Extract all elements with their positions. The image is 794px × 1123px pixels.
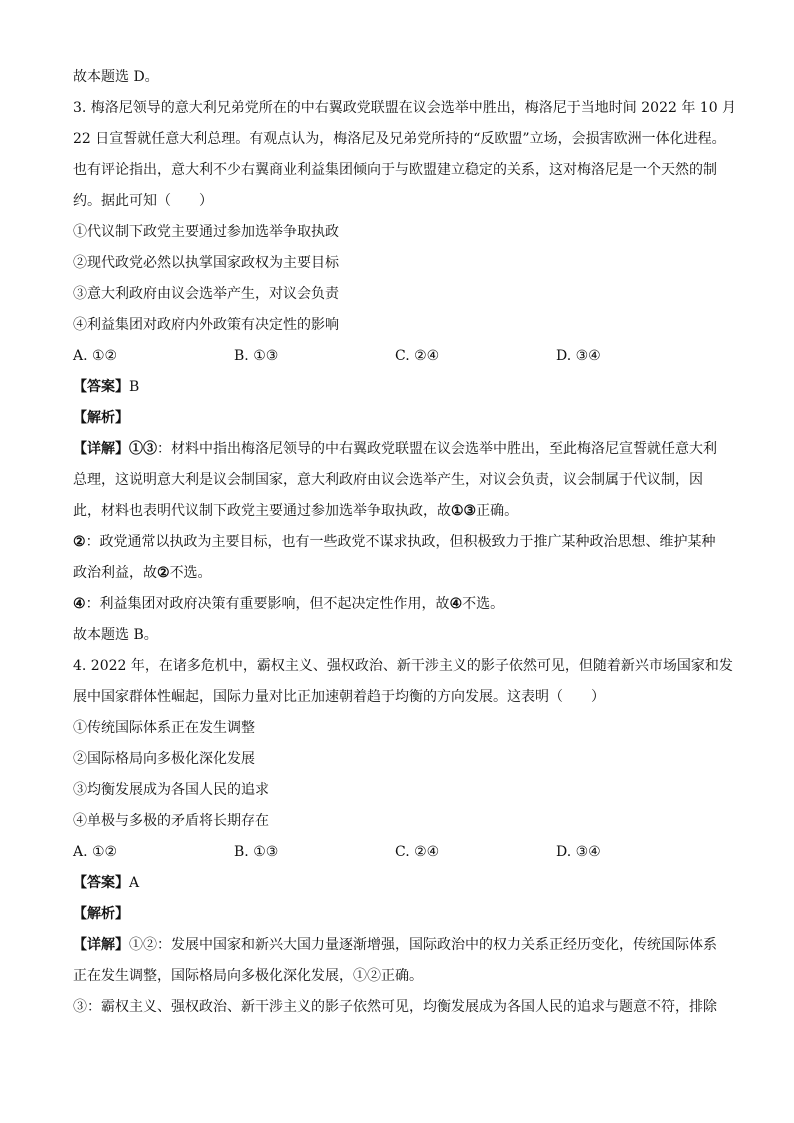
bold-text-segment: 【解析】 (73, 906, 129, 922)
text-segment: ④单极与多极的矛盾将长期存在 (73, 813, 269, 829)
text-line (73, 124, 733, 155)
text-line (73, 744, 733, 775)
text-line (73, 992, 733, 1023)
text-line (73, 558, 733, 589)
text-line (73, 930, 733, 961)
answer-option: B. ①③ (234, 844, 279, 860)
text-line (73, 651, 733, 682)
bold-text-segment: 【答案】 (73, 379, 129, 395)
text-line (73, 589, 733, 620)
answer-options (73, 341, 733, 372)
text-segment: 约。据此可知（ ） (73, 193, 213, 209)
text-segment: ②现代政党必然以执掌国家政权为主要目标 (73, 255, 339, 271)
answer-option: C. ②④ (395, 844, 440, 860)
bold-text-segment: ② (73, 534, 86, 550)
text-segment: A (129, 875, 140, 891)
text-line (73, 62, 733, 93)
text-segment: 此，材料也表明代议制下政党主要通过参加选举争取执政，故 (73, 503, 451, 519)
text-segment: 正在发生调整，国际格局向多极化深化发展，①②正确。 (73, 968, 423, 984)
text-line (73, 465, 733, 496)
text-segment: 3. 梅洛尼领导的意大利兄弟党所在的中右翼政党联盟在议会选举中胜出，梅洛尼于当地时间 2022 年 10 月 (73, 100, 737, 116)
text-segment: 故本题选 B。 (73, 627, 158, 643)
text-line (73, 775, 733, 806)
text-line (73, 279, 733, 310)
text-segment: 4. 2022 年，在诸多危机中，霸权主义、强权政治、新干涉主义的影子依然可见，但随着新兴市场国家和发 (73, 658, 733, 674)
bold-text-segment: ④ (449, 596, 463, 612)
text-line (73, 93, 737, 124)
text-line (73, 186, 733, 217)
answer-option: D. ③④ (556, 348, 601, 364)
text-line (73, 899, 733, 930)
document-page (73, 62, 737, 1023)
text-line (73, 682, 733, 713)
text-line (73, 372, 733, 403)
bold-text-segment: ④ (73, 596, 86, 612)
text-segment: 也有评论指出，意大利不少右翼商业利益集团倾向于与欧盟建立稳定的关系，这对梅洛尼是一个天然的制 (73, 162, 717, 178)
text-segment: 正确。 (476, 503, 519, 519)
answer-option: C. ②④ (395, 348, 440, 364)
bold-text-segment: 【答案】 (73, 875, 129, 891)
text-line (73, 248, 733, 279)
text-segment: 22 日宣誓就任意大利总理。有观点认为，梅洛尼及兄弟党所持的“反欧盟”立场，会损害欧洲一体化进程。 (73, 131, 726, 147)
text-segment: ③均衡发展成为各国人民的追求 (73, 782, 269, 798)
bold-text-segment: ② (157, 565, 170, 581)
text-segment: ①②：发展中国家和新兴大国力量逐渐增强，国际政治中的权力关系正经历变化，传统国际体系 (129, 937, 717, 953)
text-segment: ④利益集团对政府内外政策有决定性的影响 (73, 317, 339, 333)
answer-option: B. ①③ (234, 348, 279, 364)
text-segment: ②国际格局向多极化深化发展 (73, 751, 255, 767)
bold-text-segment: 【解析】 (73, 410, 129, 426)
text-line (73, 527, 733, 558)
text-segment: B (129, 379, 140, 395)
text-segment: 不选。 (462, 596, 505, 612)
answer-option: D. ③④ (556, 844, 601, 860)
text-segment: ③意大利政府由议会选举产生，对议会负责 (73, 286, 339, 302)
text-line (73, 310, 733, 341)
answer-options (73, 837, 733, 868)
text-segment: ：材料中指出梅洛尼领导的中右翼政党联盟在议会选举中胜出，至此梅洛尼宣誓就任意大利 (157, 441, 717, 457)
text-line (73, 961, 733, 992)
text-line (73, 434, 733, 465)
text-line (73, 713, 733, 744)
text-segment: 不选。 (169, 565, 212, 581)
bold-text-segment: ①③ (451, 503, 477, 519)
text-segment: 政治利益，故 (73, 565, 157, 581)
answer-option: A. ①② (73, 348, 118, 364)
bold-text-segment: 【详解】 (73, 937, 129, 953)
text-line (73, 217, 733, 248)
text-line (73, 496, 733, 527)
text-segment: ③：霸权主义、强权政治、新干涉主义的影子依然可见，均衡发展成为各国人民的追求与题意不符，排除 (73, 999, 717, 1015)
text-segment: 故本题选 D。 (73, 69, 159, 85)
text-line (73, 868, 733, 899)
text-segment: 展中国家群体性崛起，国际力量对比正加速朝着趋于均衡的方向发展。这表明（ ） (73, 689, 605, 705)
text-segment: ：利益集团对政府决策有重要影响，但不起决定性作用，故 (85, 596, 450, 612)
text-segment: ①代议制下政党主要通过参加选举争取执政 (73, 224, 339, 240)
text-segment: 总理，这说明意大利是议会制国家，意大利政府由议会选举产生，对议会负责，议会制属于代议制，因 (73, 472, 703, 488)
answer-option: A. ①② (73, 844, 118, 860)
text-segment: ：政党通常以执政为主要目标，也有一些政党不谋求执政，但积极致力于推广某种政治思想、维护某种 (85, 534, 716, 550)
text-line (73, 155, 733, 186)
text-line (73, 403, 733, 434)
bold-text-segment: 【详解】①③ (73, 441, 157, 457)
text-line (73, 806, 733, 837)
text-segment: ①传统国际体系正在发生调整 (73, 720, 255, 736)
text-line (73, 620, 733, 651)
